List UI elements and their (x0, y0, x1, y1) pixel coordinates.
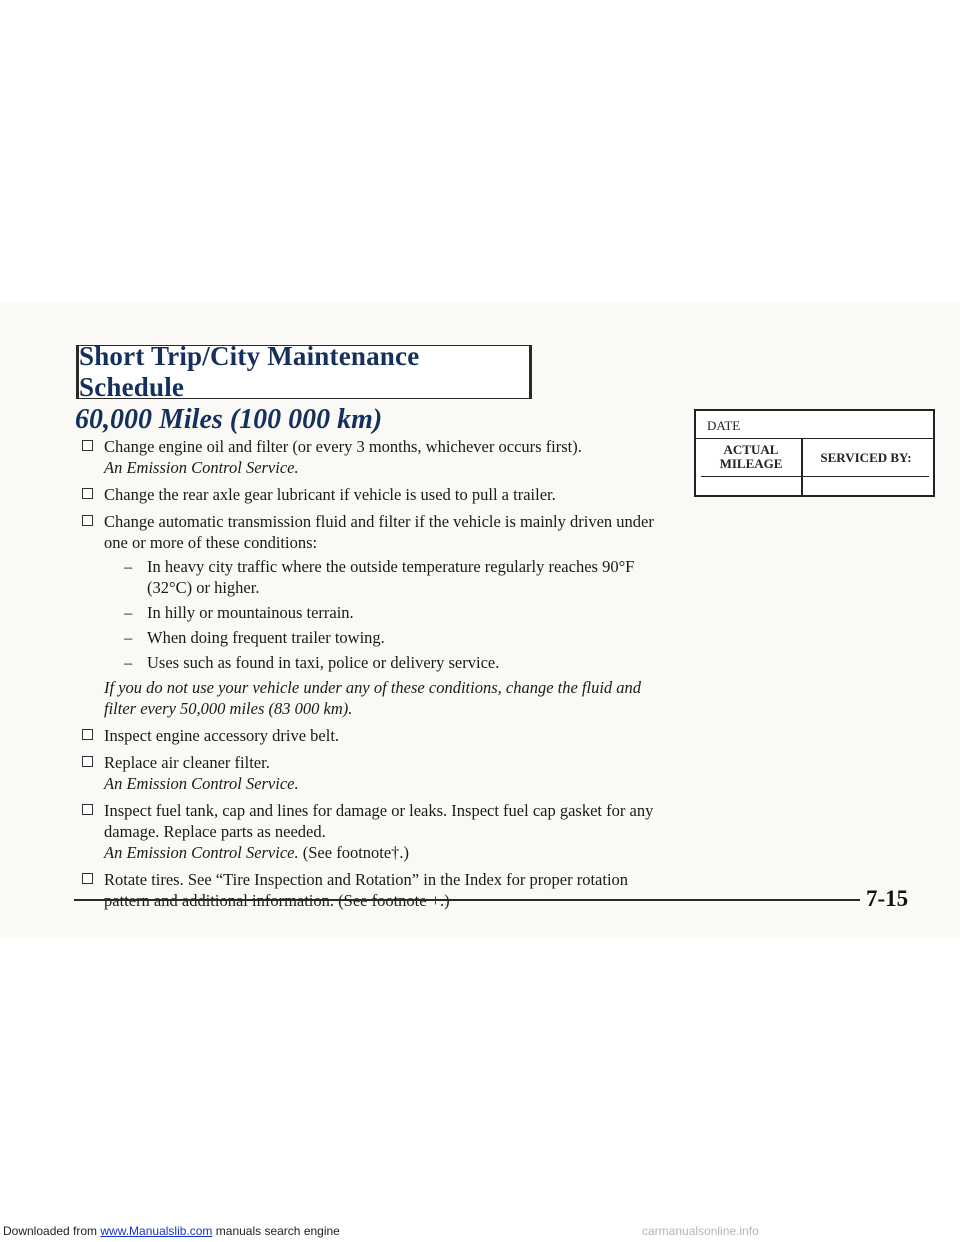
checkbox-icon[interactable] (82, 488, 93, 499)
checklist-item-air-filter (82, 752, 672, 794)
footer-rule (74, 899, 860, 901)
item-text: Change automatic transmission fluid and filter if the vehicle is mainly driven under one or more of these conditions: (104, 512, 654, 552)
checklist-item-belt (82, 725, 672, 746)
condition-item (124, 652, 672, 673)
item-text: Change engine oil and filter (or every 3 months, whichever occurs first). (104, 437, 582, 456)
item-text: Rotate tires. See “Tire Inspection and Rotation” in the Index for proper rotation (104, 870, 629, 889)
dash-icon: – (124, 653, 133, 672)
checkbox-icon[interactable] (82, 804, 93, 815)
condition-text: In hilly or mountainous terrain. (147, 603, 354, 622)
download-credit (3, 1224, 340, 1238)
condition-text: Uses such as found in taxi, police or delivery service. (147, 653, 500, 672)
footnote-ref: (See footnote†.) (298, 843, 410, 862)
condition-text: In heavy city traffic where the outside temperature regularly reaches 90°F (32°C) or higher. (147, 557, 635, 597)
item-text: Inspect engine accessory drive belt. (104, 726, 340, 745)
emission-note: An Emission Control Service. (104, 458, 299, 477)
dash-icon: – (124, 628, 133, 647)
condition-item (124, 627, 672, 648)
manualslib-link[interactable]: www.Manualslib.com (100, 1224, 213, 1238)
checklist-item-tires (82, 869, 672, 911)
checklist-item-axle (82, 484, 672, 505)
emission-note: An Emission Control Service. (104, 774, 299, 793)
dash-icon: – (124, 557, 133, 576)
dash-icon: – (124, 603, 133, 622)
interval-title: 60,000 Miles (100 000 km) (75, 404, 383, 435)
checklist-item-transmission (82, 511, 672, 719)
watermark: carmanualsonline.info (642, 1224, 759, 1238)
serviced-by-label: SERVICED BY: (803, 439, 929, 477)
condition-item (124, 556, 672, 598)
section-header (76, 341, 532, 402)
date-label: DATE (696, 411, 933, 439)
credit-suffix: manuals search engine (212, 1224, 340, 1238)
item-text: Change the rear axle gear lubricant if vehicle is used to pull a trailer. (104, 485, 556, 504)
condition-text: When doing frequent trailer towing. (147, 628, 385, 647)
emission-note-line (104, 842, 672, 863)
emission-note: An Emission Control Service. (104, 843, 299, 862)
mileage-entry-cell[interactable] (701, 477, 801, 497)
checkbox-icon[interactable] (82, 440, 93, 451)
checkbox-icon[interactable] (82, 873, 93, 884)
item-text: Inspect fuel tank, cap and lines for damage or leaks. Inspect fuel cap gasket for any damage. Replace parts as needed. (104, 801, 654, 841)
service-record-table (694, 409, 935, 497)
checklist-item-oil (82, 436, 672, 478)
checkbox-icon[interactable] (82, 515, 93, 526)
section-title: Short Trip/City Maintenance Schedule (79, 341, 420, 402)
page-number: 7-15 (866, 886, 909, 911)
checkbox-icon[interactable] (82, 756, 93, 767)
item-text: Replace air cleaner filter. (104, 753, 270, 772)
checkbox-icon[interactable] (82, 729, 93, 740)
checklist-item-fuel (82, 800, 672, 863)
credit-prefix: Downloaded from (3, 1224, 101, 1238)
serviced-by-entry-cell[interactable] (803, 477, 929, 497)
maintenance-checklist (82, 436, 672, 917)
actual-mileage-label: ACTUAL MILEAGE (701, 439, 801, 477)
condition-list (104, 556, 672, 673)
condition-item (124, 602, 672, 623)
fluid-note: If you do not use your vehicle under any of these conditions, change the fluid and filter every 50,000 miles (83 000 km). (104, 678, 642, 718)
